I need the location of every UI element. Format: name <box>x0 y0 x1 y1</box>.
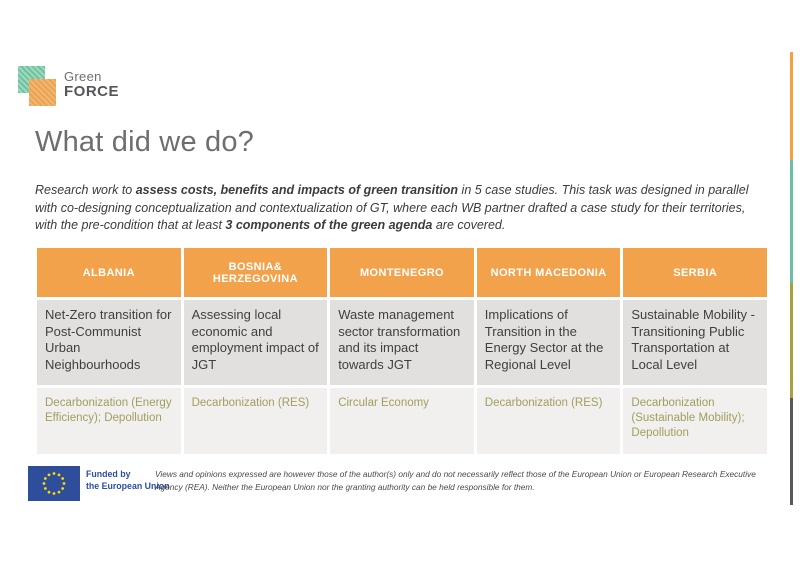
accent-stripe-teal <box>790 160 793 283</box>
funded-by-line2: the European Union <box>86 480 170 491</box>
case-study-cell-bosnia: Assessing local economic and employment impact of JGT <box>184 300 328 385</box>
components-cell-montenegro: Circular Economy <box>330 388 474 454</box>
accent-stripe-olive <box>790 283 793 398</box>
case-study-cell-north-macedonia: Implications of Transition in the Energy Sector at the Regional Level <box>477 300 621 385</box>
page-title: What did we do? <box>35 126 255 158</box>
components-cell-bosnia: Decarbonization (RES) <box>184 388 328 454</box>
logo-orange-square <box>29 79 56 106</box>
case-study-cell-montenegro: Waste management sector transformation and its impact towards JGT <box>330 300 474 385</box>
logo-text-force: FORCE <box>64 83 119 101</box>
eu-flag-icon <box>28 466 80 501</box>
case-study-table <box>37 248 767 454</box>
accent-stripe-gray <box>790 398 793 505</box>
components-cell-albania: Decarbonization (Energy Efficiency); Depollution <box>37 388 181 454</box>
case-study-cell-albania: Net-Zero transition for Post-Communist Urban Neighbourhoods <box>37 300 181 385</box>
column-header-bosnia: BOSNIA& HERZEGOVINA <box>184 248 328 297</box>
column-header-north-macedonia: NORTH MACEDONIA <box>477 248 621 297</box>
case-study-cell-serbia: Sustainable Mobility - Transitioning Public Transportation at Local Level <box>623 300 767 385</box>
greenforce-logo-icon <box>18 66 58 108</box>
components-cell-serbia: Decarbonization (Sustainable Mobility); Depollution <box>623 388 767 454</box>
column-header-montenegro: MONTENEGRO <box>330 248 474 297</box>
logo-text-green: Green <box>64 69 102 84</box>
column-header-albania: ALBANIA <box>37 248 181 297</box>
intro-paragraph: Research work to assess costs, benefits and impacts of green transition in 5 case studies. This task was designed in parallel with co-designing conceptualization and contextualization of GT, where each WB partner drafted a case study for their territories, with the pre-condition that at least 3 components of the green agenda are covered. <box>35 183 749 232</box>
funded-by-line1: Funded by <box>86 469 131 479</box>
greenforce-logo <box>18 66 148 112</box>
logo-wordmark <box>64 70 119 101</box>
accent-stripe-orange <box>790 52 793 160</box>
column-header-serbia: SERBIA <box>623 248 767 297</box>
disclaimer-text: Views and opinions expressed are however those of the author(s) only and do not necessarily reflect those of the European Union or European Research Executive Agency (REA). Neither the European Union nor the granting authority can be held responsible for them. <box>155 469 756 492</box>
components-cell-north-macedonia: Decarbonization (RES) <box>477 388 621 454</box>
